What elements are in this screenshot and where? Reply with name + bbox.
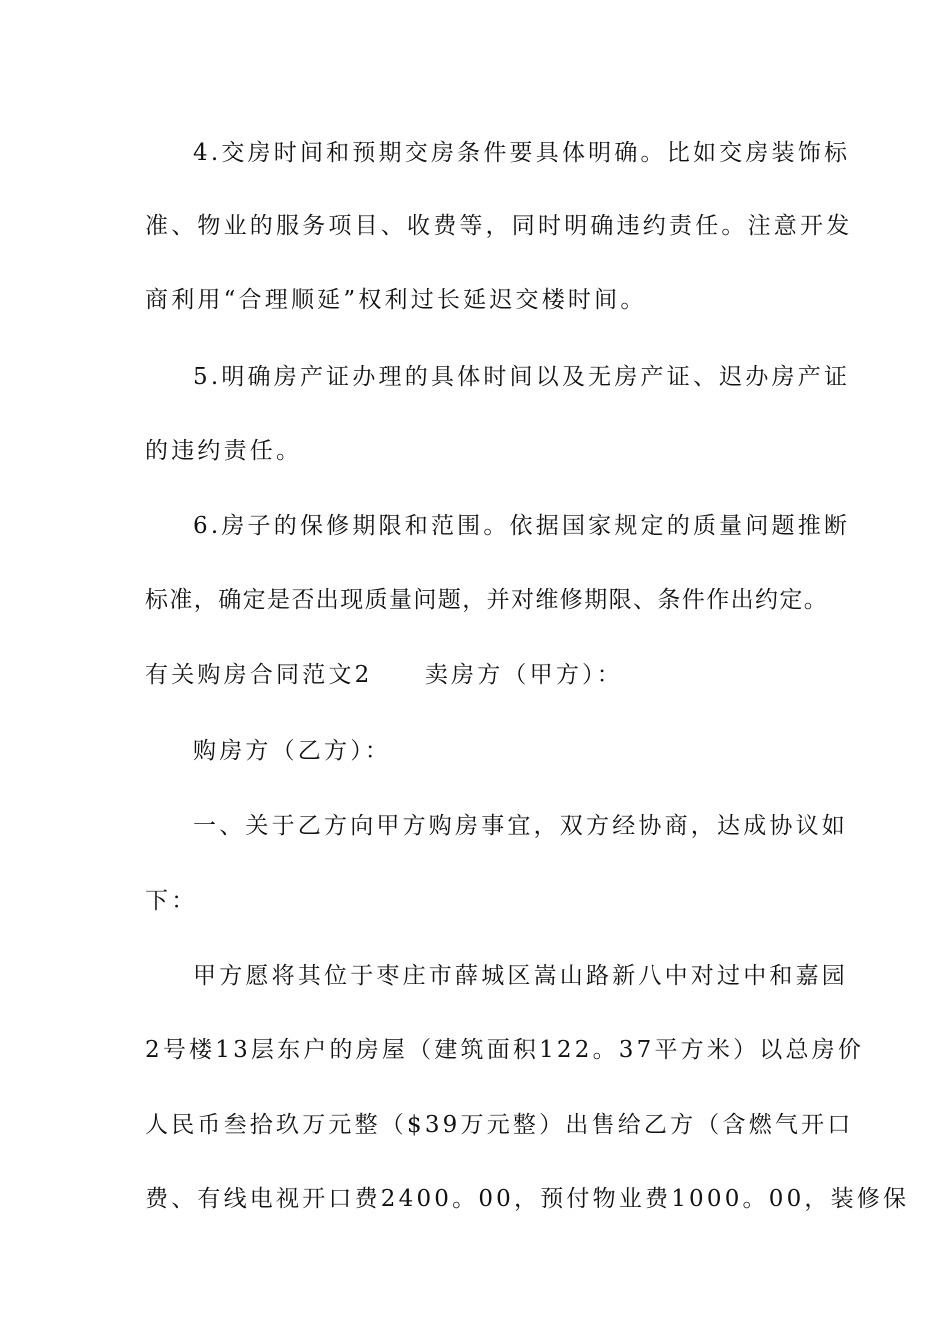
- property-description-line-3: 人民币叁拾玖万元整（$39万元整）出售给乙方（含燃气开口: [145, 1112, 854, 1138]
- paragraph-4-line-2: 准、物业的服务项目、收费等，同时明确违约责任。注意开发: [145, 213, 853, 239]
- property-description-line-2: 2号楼13层东户的房屋（建筑面积122。37平方米）以总房价: [145, 1037, 865, 1063]
- clause-1-line-1: 一、关于乙方向甲方购房事宜，双方经协商，达成协议如: [193, 813, 848, 839]
- property-description-line-1: 甲方愿将其位于枣庄市薛城区嵩山路新八中对过中和嘉园: [193, 963, 848, 989]
- paragraph-5-line-2: 的违约责任。: [145, 438, 303, 464]
- property-description-line-4: 费、有线电视开口费2400。00，预付物业费1000。00，装修保: [145, 1186, 910, 1212]
- paragraph-4-line-1: 4.交房时间和预期交房条件要具体明确。比如交房装饰标: [193, 140, 851, 166]
- paragraph-6-line-1: 6.房子的保修期限和范围。依据国家规定的质量问题推断: [193, 513, 851, 539]
- clause-1-line-2: 下：: [145, 888, 198, 914]
- paragraph-5-line-1: 5.明确房产证办理的具体时间以及无房产证、迟办房产证: [193, 364, 851, 390]
- paragraph-4-line-3: 商利用“合理顺延”权利过长延迟交楼时间。: [145, 287, 647, 313]
- paragraph-6-line-2: 标准，确定是否出现质量问题，并对维修期限、条件作出约定。: [145, 587, 829, 613]
- contract-title-and-seller: 有关购房合同范文2 卖房方（甲方）：: [145, 662, 623, 688]
- buyer-line: 购房方（乙方）：: [193, 738, 392, 764]
